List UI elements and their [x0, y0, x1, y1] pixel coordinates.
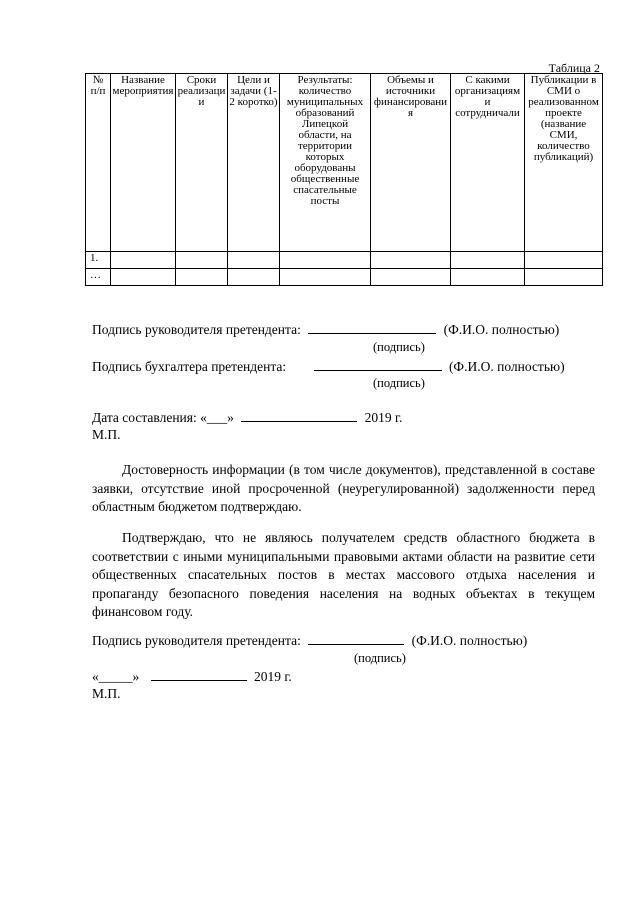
table-caption: Таблица 2 — [548, 61, 600, 75]
final-date-year: 2019 г. — [254, 669, 292, 684]
final-date-line — [92, 668, 292, 685]
accountant-signature-blank[interactable] — [314, 358, 442, 371]
stamp-label: М.П. — [92, 427, 121, 442]
col-header-dates: Сроки реализации — [176, 74, 228, 252]
final-signature-line — [92, 632, 527, 649]
date-label: Дата составления: «___» — [92, 410, 234, 425]
final-stamp-label: М.П. — [92, 686, 121, 701]
date-line — [92, 409, 402, 426]
row-number-cell[interactable]: 1. — [86, 252, 111, 269]
row-number-cell[interactable]: … — [86, 269, 111, 286]
table-row — [86, 269, 603, 286]
final-signature-hint: (подпись) — [354, 651, 406, 665]
head-signature-label: Подпись руководителя претендента: — [92, 322, 301, 337]
accountant-signature-line — [92, 358, 565, 375]
date-month-blank[interactable] — [241, 409, 357, 422]
table-cell[interactable] — [525, 269, 603, 286]
col-header-number: № п/п — [86, 74, 111, 252]
table-cell[interactable] — [371, 252, 451, 269]
final-signature-label: Подпись руководителя претендента: — [92, 633, 301, 648]
accountant-fio-label: (Ф.И.О. полностью) — [448, 359, 565, 374]
table-cell[interactable] — [280, 269, 371, 286]
confirmation-paragraph-1: Достоверность информации (в том числе документов), представленной в составе заявки, отсутствие иной просроченной (неурегулированной) задолженности перед областным бюджетом подтверждаю. — [92, 462, 595, 514]
col-header-results: Результаты: количество муниципальных образований Липецкой области, на территории которых оборудованы общественные спасательные посты — [280, 74, 371, 252]
col-header-publications: Публикации в СМИ о реализованном проекте (название СМИ, количество публикаций) — [525, 74, 603, 252]
final-fio-label: (Ф.И.О. полностью) — [411, 633, 528, 648]
table-cell[interactable] — [280, 252, 371, 269]
table-cell[interactable] — [176, 269, 228, 286]
head-fio-label: (Ф.И.О. полностью) — [443, 322, 560, 337]
col-header-goals: Цели и задачи (1-2 коротко) — [228, 74, 280, 252]
table-cell[interactable] — [451, 252, 525, 269]
report-table — [85, 73, 603, 286]
table-cell[interactable] — [451, 269, 525, 286]
date-year: 2019 г. — [364, 410, 403, 425]
col-header-funding: Объемы и источники финансирования — [371, 74, 451, 252]
confirmation-paragraph-2: Подтверждаю, что не являюсь получателем средств областного бюджета в соответствии с иными муниципальными правовыми актами области на развитие сети общественных спасательных постов в местах массового отдыха населения и пропаганду безопасного поведения населения на водных объектах в текущем финансовом году. — [92, 530, 595, 619]
table-cell[interactable] — [371, 269, 451, 286]
head-signature-hint: (подпись) — [373, 340, 425, 354]
table-cell[interactable] — [176, 252, 228, 269]
head-signature-line — [92, 321, 559, 338]
final-date-day[interactable]: «_____» — [92, 669, 140, 684]
table-cell[interactable] — [525, 252, 603, 269]
table-cell[interactable] — [111, 269, 176, 286]
final-signature-blank[interactable] — [308, 632, 404, 645]
table-cell[interactable] — [228, 269, 280, 286]
accountant-signature-label: Подпись бухгалтера претендента: — [92, 359, 287, 374]
table-cell[interactable] — [111, 252, 176, 269]
final-date-month-blank[interactable] — [151, 668, 247, 681]
table-row — [86, 252, 603, 269]
table-header-row — [86, 74, 603, 252]
col-header-partners: С какими организациями сотрудничали — [451, 74, 525, 252]
accountant-signature-hint: (подпись) — [373, 376, 425, 390]
table-cell[interactable] — [228, 252, 280, 269]
head-signature-blank[interactable] — [308, 321, 436, 334]
col-header-event: Название мероприятия — [111, 74, 176, 252]
